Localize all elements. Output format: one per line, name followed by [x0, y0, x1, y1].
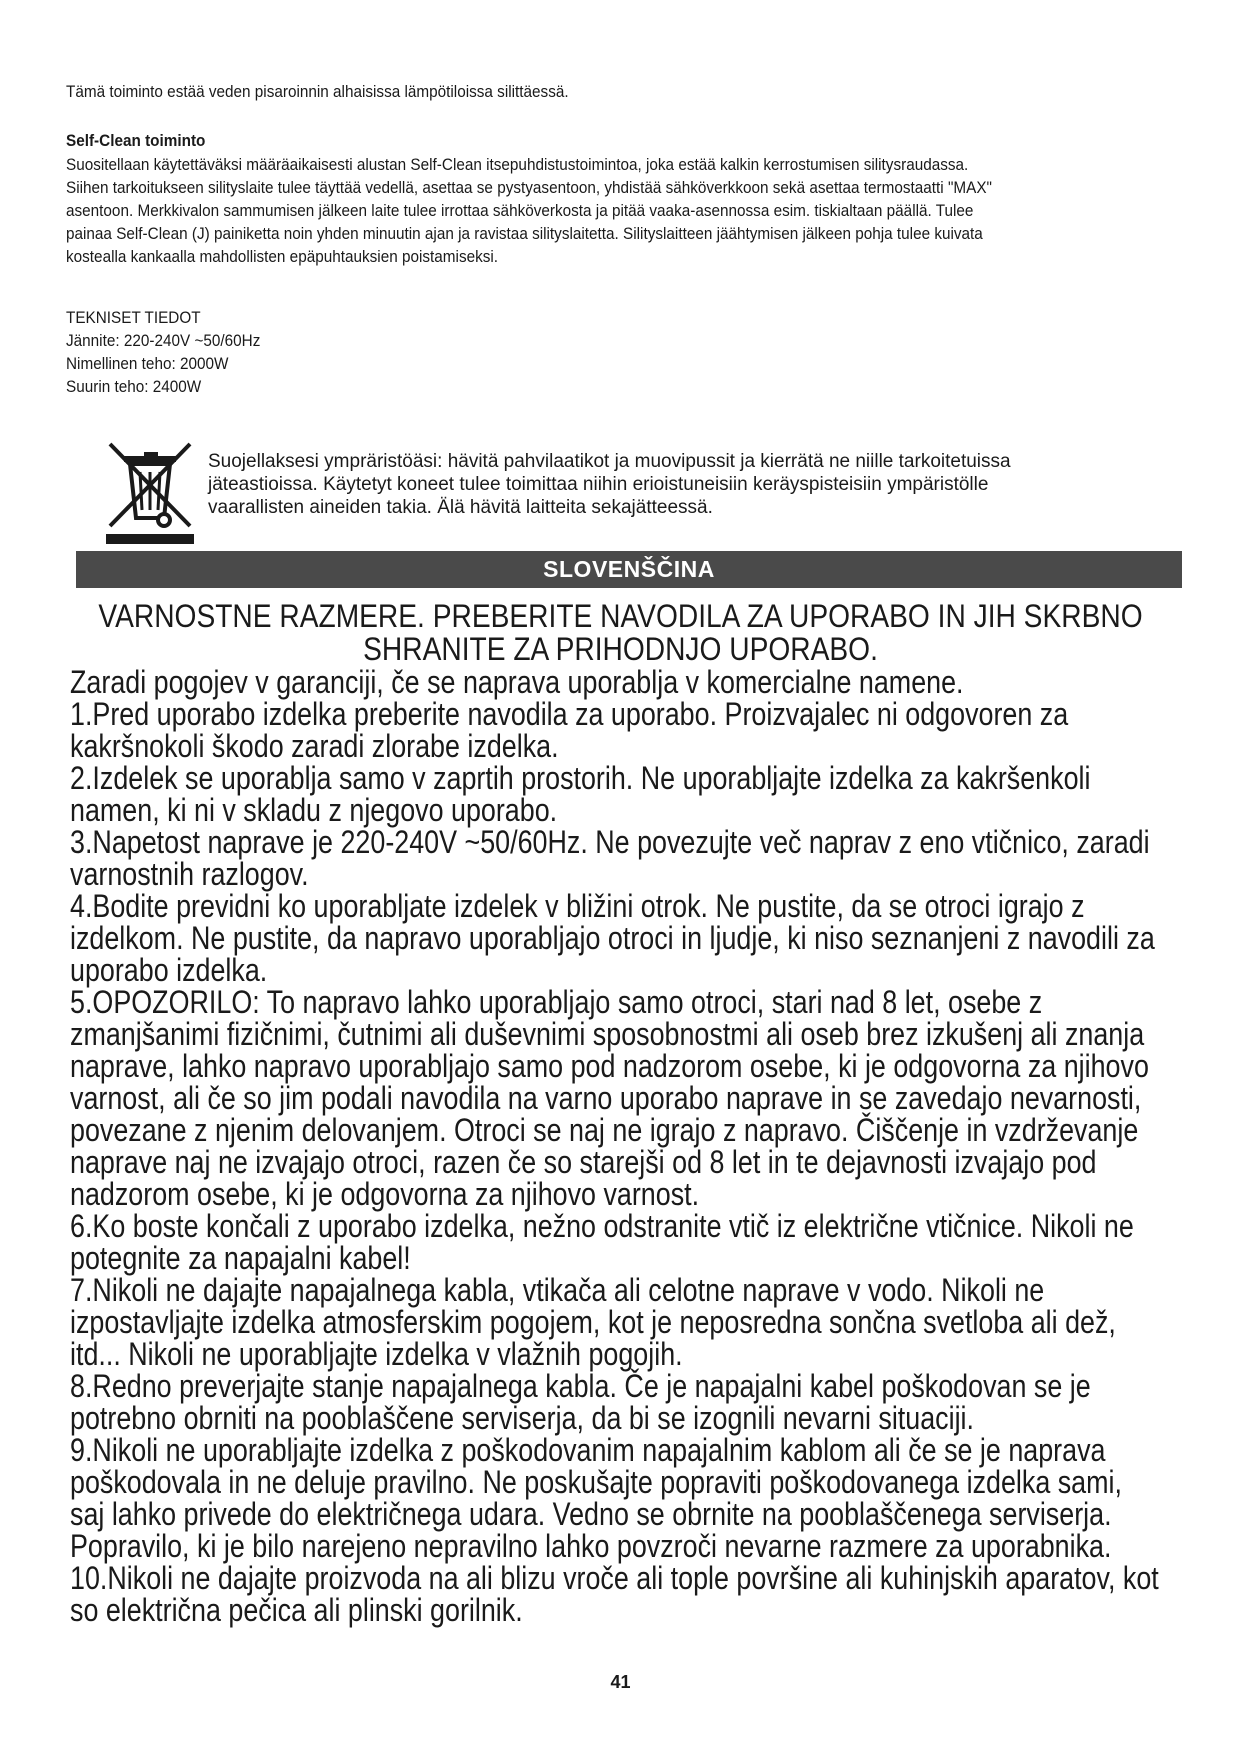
instruction-line: 8.Redno preverjajte stanje napajalnega kabla. Če je napajalni kabel poškodovan se je: [70, 1368, 1091, 1404]
instruction-line: povezane z njenim delovanjem. Otroci se naj ne igrajo z napravo. Čiščenje in vzdrževanje: [70, 1112, 1139, 1148]
recycling-notice: [208, 450, 1011, 519]
safety-heading: [0, 600, 1241, 666]
safety-heading-line: VARNOSTNE RAZMERE. PREBERITE NAVODILA ZA UPORABO IN JIH SKRBNO: [98, 598, 1143, 634]
safety-heading-line: SHRANITE ZA PRIHODNJO UPORABO.: [363, 631, 878, 667]
technical-data: [66, 306, 282, 398]
self-clean-line: asentoon. Merkkivalon sammumisen jälkeen laite tulee irrottaa sähköverkosta ja pitää vaaka-asennossa esim. tiskialtaan päällä. Tulee: [66, 201, 974, 220]
instruction-line: potrebno obrniti na pooblaščene serviserja, da bi se izognili nevarni situaciji.: [70, 1400, 974, 1436]
instruction-line: namen, ki ni v skladu z njegovo uporabo.: [70, 792, 558, 828]
instruction-line: Popravilo, ki je bilo narejeno nepravilno lahko povzroči nevarne razmere za uporabnika.: [70, 1528, 1112, 1564]
self-clean-body: [66, 153, 1095, 268]
page-number: 41: [610, 1672, 631, 1692]
instruction-line: uporabo izdelka.: [70, 952, 268, 988]
instruction-line: 7.Nikoli ne dajajte napajalnega kabla, vtikača ali celotne naprave v vodo. Nikoli ne: [70, 1272, 1045, 1308]
self-clean-title: Self-Clean toiminto: [66, 131, 206, 150]
recycling-line: Suojellaksesi ympräristöäsi: hävitä pahvilaatikot ja muovipussit ja kierrätä ne niille tarkoitetuissa: [208, 451, 1011, 472]
finnish-intro: Tämä toiminto estää veden pisaroinnin alhaisissa lämpötiloissa silittäessä.: [66, 82, 569, 101]
self-clean-line: kostealla kankaalla mahdollisten epäpuhtauksien poistamiseksi.: [66, 247, 499, 266]
recycling-line: vaarallisten aineiden takia. Älä hävitä laitteita sekajätteessä.: [208, 497, 713, 518]
instruction-line: 5.OPOZORILO: To napravo lahko uporabljajo samo otroci, stari nad 8 let, osebe z: [70, 984, 1043, 1020]
instruction-line: 9.Nikoli ne uporabljajte izdelka z poškodovanim napajalnim kablom ali če se je naprava: [70, 1432, 1106, 1468]
instruction-line: nadzorom osebe, ki je odgovorna za njihovo varnost.: [70, 1176, 700, 1212]
crossed-out-wheelie-bin-icon: [106, 442, 194, 544]
tech-title: TEKNISET TIEDOT: [66, 308, 201, 327]
instruction-line: so električna pečica ali plinski gorilnik.: [70, 1592, 523, 1628]
self-clean-line: Siihen tarkoitukseen silityslaite tulee täyttää vedellä, asettaa se pystyasentoon, yhdistää sähköverkkoon sekä asettaa termostaatti "MAX": [66, 178, 992, 197]
instruction-line: 2.Izdelek se uporablja samo v zaprtih prostorih. Ne uporabljajte izdelka za kakršenkoli: [70, 760, 1091, 796]
instruction-line: saj lahko privede do električnega udara. Vedno se obrnite na pooblaščenega serviserja.: [70, 1496, 1112, 1532]
instruction-line: 1.Pred uporabo izdelka preberite navodila za uporabo. Proizvajalec ni odgovoren za: [70, 696, 1069, 732]
tech-max-power: Suurin teho: 2400W: [66, 377, 202, 396]
instruction-line: naprave, lahko napravo uporabljajo samo pod nadzorom osebe, ki je odgovorna za njihovo: [70, 1048, 1149, 1084]
tech-rated-power: Nimellinen teho: 2000W: [66, 354, 229, 373]
recycling-line: jäteastioissa. Käytetyt koneet tulee toimittaa niihin erioistuneisiin keräyspisteisiin ympäristölle: [208, 474, 989, 495]
instruction-line: kakršnokoli škodo zaradi zlorabe izdelka.: [70, 728, 559, 764]
tech-voltage: Jännite: 220-240V ~50/60Hz: [66, 331, 261, 350]
instruction-line: 3.Napetost naprave je 220-240V ~50/60Hz. Ne povezujte več naprav z eno vtičnico, zaradi: [70, 824, 1150, 860]
instruction-line: varnost, ali če so jim podali navodila na varno uporabo naprave in se zavedajo nevarnosti,: [70, 1080, 1142, 1116]
instruction-line: itd... Nikoli ne uporabljajte izdelka v vlažnih pogojih.: [70, 1336, 683, 1372]
instruction-line: 4.Bodite previdni ko uporabljate izdelek v bližini otrok. Ne pustite, da se otroci igrajo z: [70, 888, 1085, 924]
instruction-line: zmanjšanimi fizičnimi, čutnimi ali duševnimi sposobnostmi ali oseb brez izkušenj ali znanja: [70, 1016, 1145, 1052]
instruction-line: 6.Ko boste končali z uporabo izdelka, nežno odstranite vtič iz električne vtičnice. Nikoli ne: [70, 1208, 1134, 1244]
instruction-line: poškodovala in ne deluje pravilno. Ne poskušajte popraviti poškodovanega izdelka sami,: [70, 1464, 1122, 1500]
language-section-header: SLOVENŠČINA: [76, 551, 1182, 588]
safety-instructions: [70, 666, 1241, 1626]
instruction-line: Zaradi pogojev v garanciji, če se naprava uporablja v komercialne namene.: [70, 664, 964, 700]
instruction-line: naprave naj ne izvajajo otroci, razen če so starejši od 8 let in te dejavnosti izvajajo pod: [70, 1144, 1097, 1180]
instruction-line: varnostnih razlogov.: [70, 856, 309, 892]
instruction-line: izdelkom. Ne pustite, da napravo uporabljajo otroci in ljudje, ki niso seznanjeni z navodili za: [70, 920, 1155, 956]
instruction-line: izpostavljajte izdelka atmosferskim pogojem, kot je neposredna sončna svetloba ali dež,: [70, 1304, 1116, 1340]
instruction-line: potegnite za napajalni kabel!: [70, 1240, 411, 1276]
instruction-line: 10.Nikoli ne dajajte proizvoda na ali blizu vroče ali tople površine ali kuhinjskih aparatov, kot: [70, 1560, 1159, 1596]
self-clean-line: Suositellaan käytettäväksi määräaikaisesti alustan Self-Clean itsepuhdistustoimintoa, joka estää kalkin kerrostumisen silitysraudassa.: [66, 155, 969, 174]
self-clean-line: painaa Self-Clean (J) painiketta noin yhden minuutin ajan ja ravistaa silityslaitetta. Silityslaitteen jäähtymisen jälkeen pohja tulee kuivata: [66, 224, 983, 243]
